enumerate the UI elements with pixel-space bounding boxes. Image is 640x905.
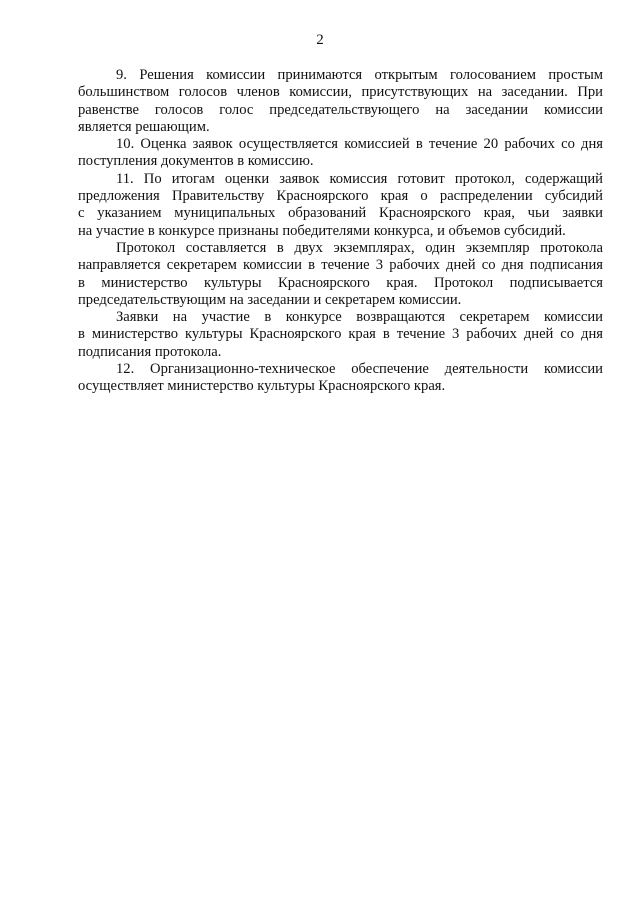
text-line: 10. Оценка заявок осуществляется комиссией в течение 20 рабочих со дня	[116, 136, 603, 153]
text-line: равенстве голосов голос председательствующего на заседании комиссии	[78, 101, 603, 118]
text-line: Заявки на участие в конкурсе возвращаются секретарем комиссии	[116, 309, 603, 326]
text-line: подписания протокола.	[78, 343, 222, 360]
paragraph	[78, 136, 603, 171]
text-line: предложения Правительству Красноярского края о распределении субсидий	[78, 188, 603, 205]
text-line: председательствующим на заседании и секретарем комиссии.	[78, 291, 462, 308]
text-line: с указанием муниципальных образований Красноярского края, чьи заявки	[78, 205, 603, 222]
text-line: 9. Решения комиссии принимаются открытым голосованием простым	[116, 67, 603, 83]
text-line: поступления документов в комиссию.	[78, 153, 314, 170]
paragraph	[78, 361, 603, 396]
text-line: направляется секретарем комиссии в течение 3 рабочих дней со дня подписания	[78, 257, 603, 274]
text-line: 12. Организационно-техническое обеспечение деятельности комиссии	[116, 361, 603, 378]
paragraph	[78, 67, 603, 136]
paragraph	[78, 171, 603, 240]
text-line: на участие в конкурсе признаны победителями конкурса, и объемов субсидий.	[78, 222, 566, 239]
text-line: в министерство культуры Красноярского края. Протокол подписывается	[78, 274, 603, 291]
text-line: большинством голосов членов комиссии, присутствующих на заседании. При	[78, 84, 603, 101]
paragraph	[78, 309, 603, 361]
text-line: является решающим.	[78, 118, 210, 135]
text-line: Протокол составляется в двух экземплярах, один экземпляр протокола	[116, 239, 603, 256]
page-number: 2	[316, 32, 324, 48]
text-line: в министерство культуры Красноярского края в течение 3 рабочих дней со дня	[78, 326, 603, 343]
text-line: осуществляет министерство культуры Красноярского края.	[78, 378, 446, 395]
paragraph	[78, 240, 603, 309]
document-body	[78, 67, 603, 396]
text-line: 11. По итогам оценки заявок комиссия готовит протокол, содержащий	[116, 170, 603, 187]
